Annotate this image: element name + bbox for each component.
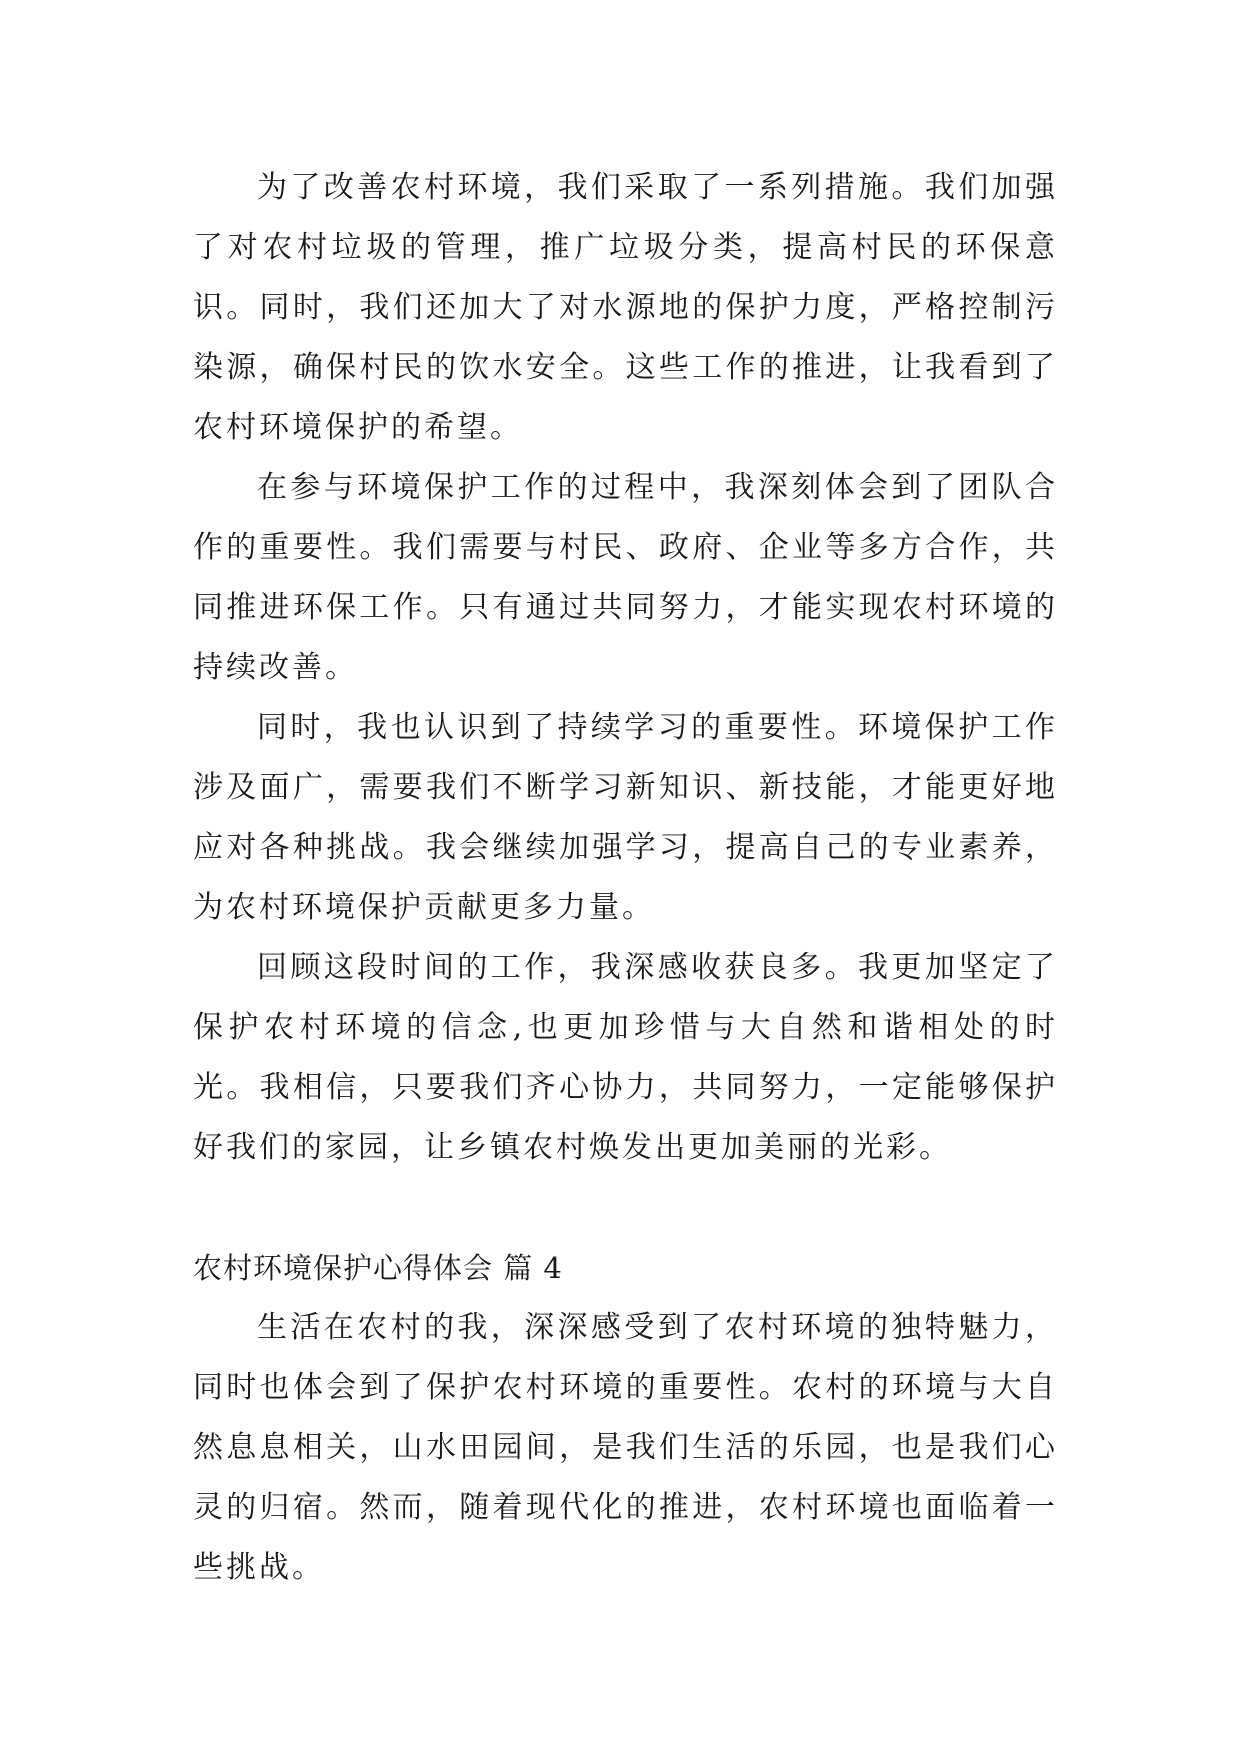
document-body [193,158,1058,1598]
section-heading: 农村环境保护心得体会 篇 4 [193,1251,563,1285]
paragraph-measures: 为了改善农村环境，我们采取了一系列措施。我们加强了对农村垃圾的管理，推广垃圾分类，提高村民的环保意识。同时，我们还加大了对水源地的保护力度，严格控制污染源，确保村民的饮水安全。这些工作的推进，让我看到了农村环境保护的希望。 [193,170,1058,445]
paragraph-teamwork: 在参与环境保护工作的过程中，我深刻体会到了团队合作的重要性。我们需要与村民、政府、企业等多方合作，共同推进环保工作。只有通过共同努力，才能实现农村环境的持续改善。 [193,470,1058,685]
paragraph-rural-life: 生活在农村的我，深深感受到了农村环境的独特魅力，同时也体会到了保护农村环境的重要性。农村的环境与大自然息息相关，山水田园间，是我们生活的乐园，也是我们心灵的归宿。然而，随着现代化的推进，农村环境也面临着一些挑战。 [193,1310,1058,1585]
paragraph-review: 回顾这段时间的工作，我深感收获良多。我更加坚定了保护农村环境的信念,也更加珍惜与大自然和谐相处的时光。我相信，只要我们齐心协力，共同努力，一定能够保护好我们的家园，让乡镇农村焕发出更加美丽的光彩。 [193,950,1058,1165]
paragraph-learning: 同时，我也认识到了持续学习的重要性。环境保护工作涉及面广，需要我们不断学习新知识、新技能，才能更好地应对各种挑战。我会继续加强学习，提高自己的专业素养，为农村环境保护贡献更多力量。 [193,710,1058,925]
